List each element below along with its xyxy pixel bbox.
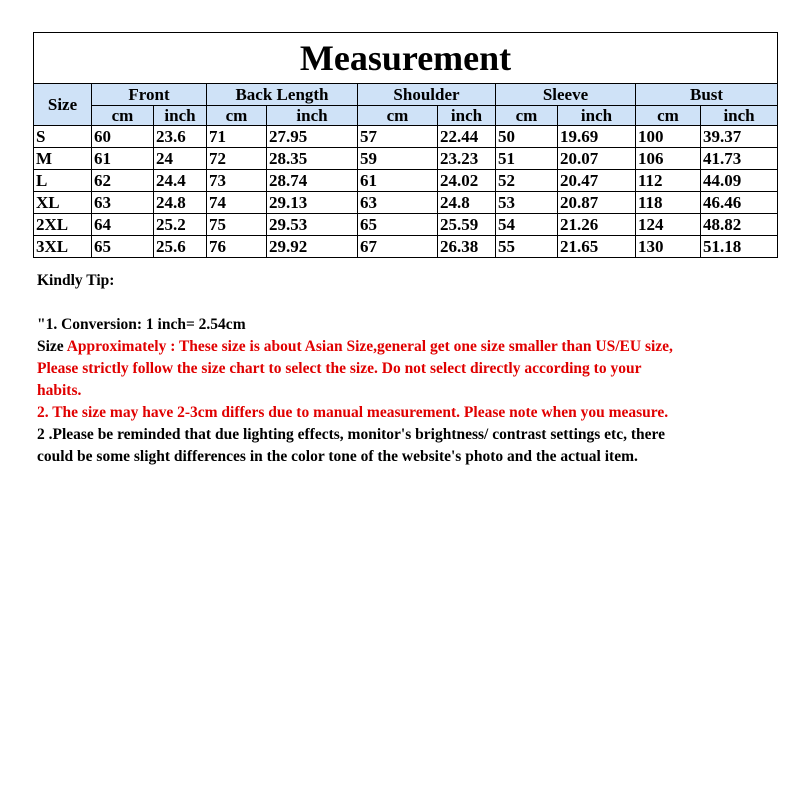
table-row (34, 148, 778, 170)
measurement-cell: 28.74 (267, 170, 358, 192)
unit-header: inch (267, 106, 358, 126)
measurement-cell: 22.44 (438, 126, 496, 148)
measurement-cell: 24.8 (438, 192, 496, 214)
measurement-cell: 23.23 (438, 148, 496, 170)
unit-header: cm (636, 106, 701, 126)
measurement-cell: 65 (358, 214, 438, 236)
group-header-front: Front (92, 84, 207, 106)
table-title: Measurement (34, 33, 778, 84)
group-header-shoulder: Shoulder (358, 84, 496, 106)
approx-note-line-2: Please strictly follow the size chart to select the size. Do not select directly according to your (37, 360, 642, 377)
measurement-table (33, 32, 778, 258)
measurement-cell: 24.02 (438, 170, 496, 192)
size-cell: 3XL (34, 236, 92, 258)
measurement-cell: 24.8 (154, 192, 207, 214)
measurement-cell: 23.6 (154, 126, 207, 148)
unit-header: inch (701, 106, 778, 126)
measurement-cell: 51 (496, 148, 558, 170)
measurement-cell: 21.26 (558, 214, 636, 236)
measurement-cell: 24 (154, 148, 207, 170)
measurement-cell: 52 (496, 170, 558, 192)
measurement-cell: 25.2 (154, 214, 207, 236)
measurement-cell: 26.38 (438, 236, 496, 258)
size-chart (33, 32, 777, 258)
measurement-cell: 63 (92, 192, 154, 214)
size-cell: XL (34, 192, 92, 214)
size-cell: M (34, 148, 92, 170)
measurement-cell: 54 (496, 214, 558, 236)
measurement-cell: 41.73 (701, 148, 778, 170)
measurement-cell: 57 (358, 126, 438, 148)
measurement-cell: 76 (207, 236, 267, 258)
table-row (34, 236, 778, 258)
measurement-cell: 55 (496, 236, 558, 258)
measurement-cell: 29.13 (267, 192, 358, 214)
measurement-cell: 20.47 (558, 170, 636, 192)
measurement-cell: 61 (92, 148, 154, 170)
measurement-cell: 73 (207, 170, 267, 192)
measurement-cell: 27.95 (267, 126, 358, 148)
measurement-cell: 20.07 (558, 148, 636, 170)
size-cell: L (34, 170, 92, 192)
measurement-diff-note: 2. The size may have 2-3cm differs due to manual measurement. Please note when you measure. (37, 404, 669, 421)
measurement-cell: 100 (636, 126, 701, 148)
approx-text: Approximately : These size is about Asian Size,general get one size smaller than US/EU size, (66, 338, 673, 355)
approx-prefix: Size (37, 338, 67, 355)
measurement-cell: 25.6 (154, 236, 207, 258)
conversion-note: "1. Conversion: 1 inch= 2.54cm (37, 316, 246, 333)
unit-header: inch (154, 106, 207, 126)
measurement-cell: 46.46 (701, 192, 778, 214)
table-row (34, 214, 778, 236)
group-header-sleeve: Sleeve (496, 84, 636, 106)
measurement-cell: 39.37 (701, 126, 778, 148)
measurement-cell: 63 (358, 192, 438, 214)
measurement-cell: 24.4 (154, 170, 207, 192)
unit-header: inch (438, 106, 496, 126)
measurement-cell: 48.82 (701, 214, 778, 236)
table-row (34, 170, 778, 192)
measurement-cell: 124 (636, 214, 701, 236)
unit-header: cm (496, 106, 558, 126)
approx-note-line-3: habits. (37, 382, 82, 399)
table-body (34, 126, 778, 258)
measurement-cell: 53 (496, 192, 558, 214)
measurement-cell: 71 (207, 126, 267, 148)
measurement-cell: 21.65 (558, 236, 636, 258)
measurement-cell: 106 (636, 148, 701, 170)
measurement-cell: 59 (358, 148, 438, 170)
measurement-cell: 44.09 (701, 170, 778, 192)
measurement-cell: 29.92 (267, 236, 358, 258)
measurement-cell: 61 (358, 170, 438, 192)
tips-heading: Kindly Tip: (37, 272, 115, 289)
size-column-header: Size (34, 84, 92, 126)
color-tone-note-line-1: 2 .Please be reminded that due lighting effects, monitor's brightness/ contrast settings etc, there (37, 426, 665, 443)
measurement-cell: 25.59 (438, 214, 496, 236)
size-cell: 2XL (34, 214, 92, 236)
unit-header: cm (92, 106, 154, 126)
measurement-cell: 20.87 (558, 192, 636, 214)
size-cell: S (34, 126, 92, 148)
measurement-cell: 62 (92, 170, 154, 192)
color-tone-note-line-2: could be some slight differences in the color tone of the website's photo and the actual item. (37, 448, 638, 465)
measurement-cell: 75 (207, 214, 267, 236)
table-row (34, 126, 778, 148)
measurement-cell: 74 (207, 192, 267, 214)
approx-note-line-1 (37, 336, 777, 358)
measurement-cell: 29.53 (267, 214, 358, 236)
measurement-cell: 28.35 (267, 148, 358, 170)
measurement-cell: 72 (207, 148, 267, 170)
measurement-cell: 65 (92, 236, 154, 258)
measurement-cell: 19.69 (558, 126, 636, 148)
kindly-tips (37, 270, 777, 468)
measurement-cell: 51.18 (701, 236, 778, 258)
measurement-cell: 67 (358, 236, 438, 258)
group-header-bust: Bust (636, 84, 778, 106)
unit-header: cm (358, 106, 438, 126)
measurement-cell: 118 (636, 192, 701, 214)
measurement-cell: 130 (636, 236, 701, 258)
measurement-cell: 60 (92, 126, 154, 148)
unit-header: cm (207, 106, 267, 126)
measurement-cell: 64 (92, 214, 154, 236)
unit-header: inch (558, 106, 636, 126)
measurement-cell: 112 (636, 170, 701, 192)
table-row (34, 192, 778, 214)
group-header-back-length: Back Length (207, 84, 358, 106)
measurement-cell: 50 (496, 126, 558, 148)
